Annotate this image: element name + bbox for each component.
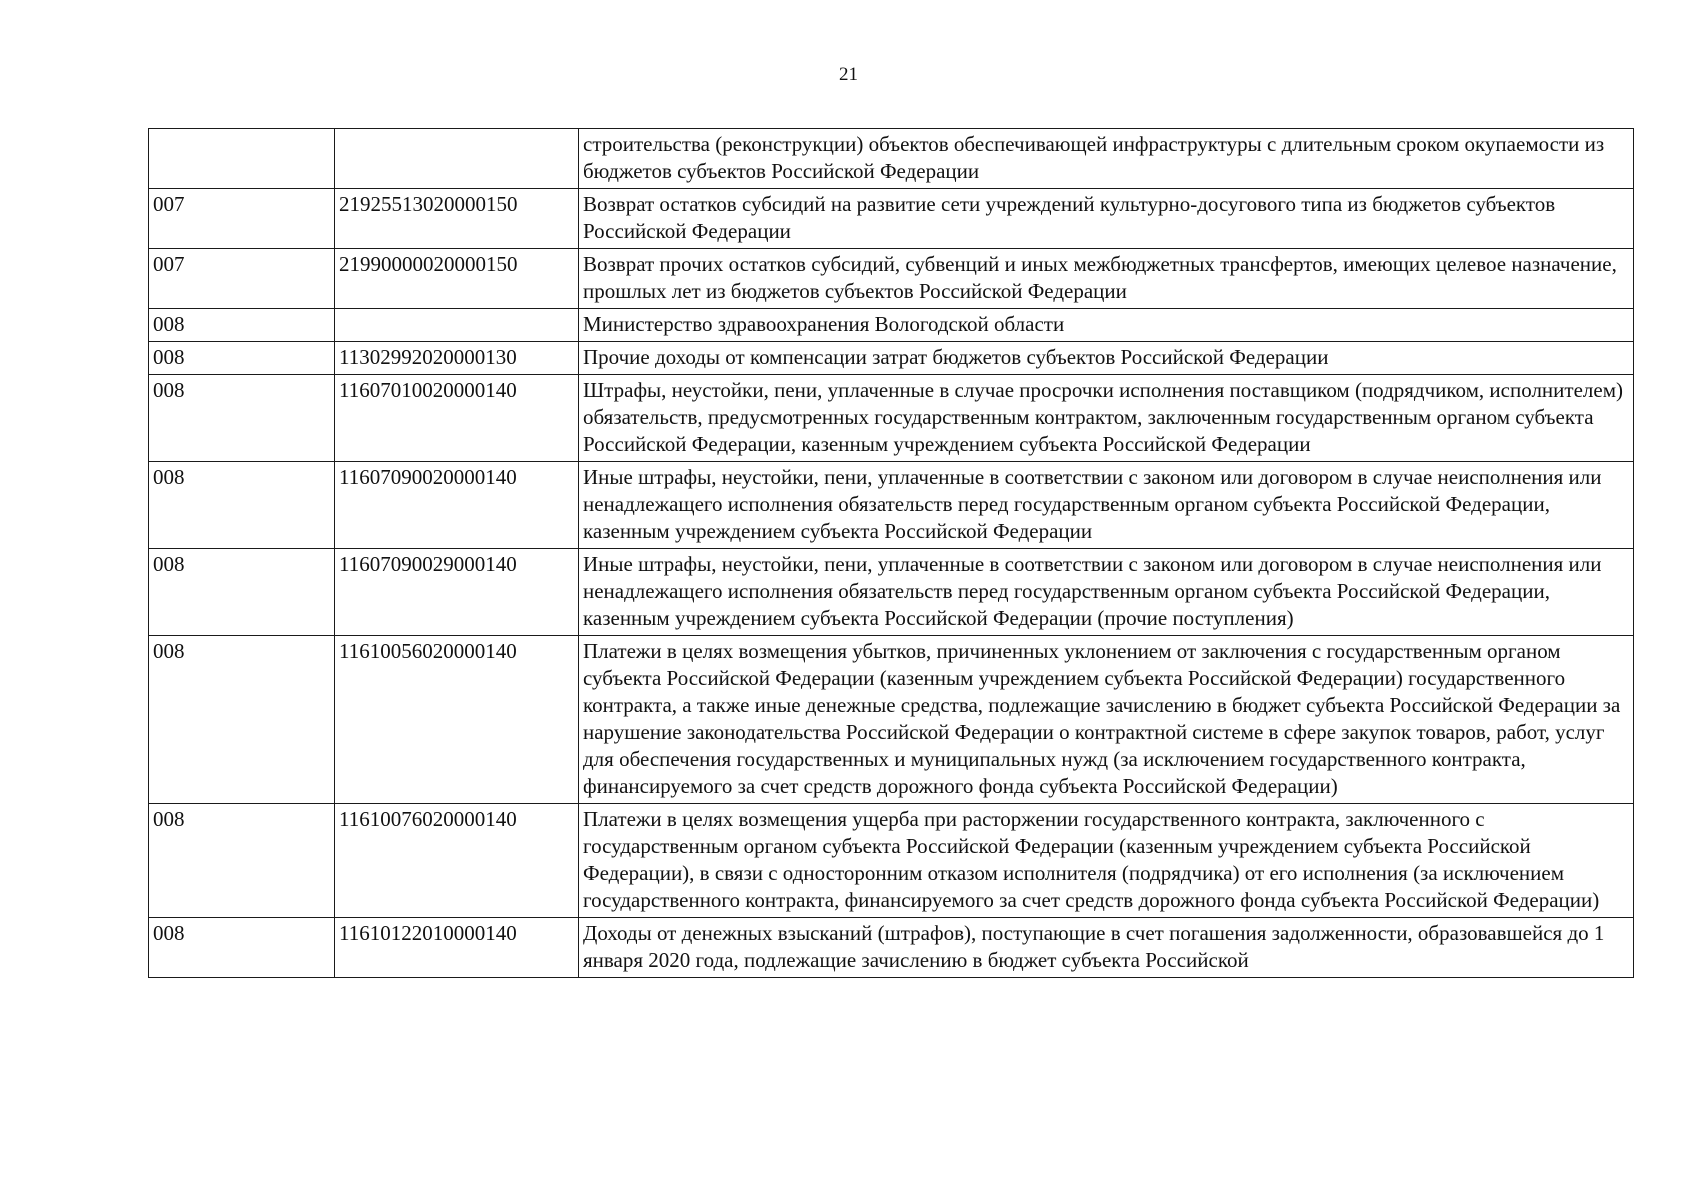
description-cell: Возврат остатков субсидий на развитие сети учреждений культурно-досугового типа из бюджетов субъектов Российской Федерации	[579, 189, 1634, 249]
admin-code-cell: 008	[149, 804, 335, 918]
budget-code-cell: 11610056020000140	[335, 636, 579, 804]
table-row	[149, 249, 1634, 309]
admin-code-cell: 008	[149, 549, 335, 636]
budget-code-cell: 11607010020000140	[335, 375, 579, 462]
budget-code-cell: 11607090020000140	[335, 462, 579, 549]
table-row	[149, 462, 1634, 549]
table-row	[149, 918, 1634, 978]
budget-code-cell: 21925513020000150	[335, 189, 579, 249]
description-cell: Прочие доходы от компенсации затрат бюджетов субъектов Российской Федерации	[579, 342, 1634, 375]
description-cell: Платежи в целях возмещения убытков, причиненных уклонением от заключения с государственным органом субъекта Российской Федерации (казенным учреждением субъекта Российской Федерации) государственного контракта, а также иные денежные средства, подлежащие зачислению в бюджет субъекта Российской Федерации за нарушение законодательства Российской Федерации о контрактной системе в сфере закупок товаров, работ, услуг для обеспечения государственных и муниципальных нужд (за исключением государственного контракта, финансируемого за счет средств дорожного фонда субъекта Российской Федерации)	[579, 636, 1634, 804]
budget-code-cell: 11607090029000140	[335, 549, 579, 636]
table-row	[149, 342, 1634, 375]
table-row	[149, 309, 1634, 342]
admin-code-cell: 008	[149, 375, 335, 462]
table-row	[149, 189, 1634, 249]
description-cell: Возврат прочих остатков субсидий, субвенций и иных межбюджетных трансфертов, имеющих целевое назначение, прошлых лет из бюджетов субъектов Российской Федерации	[579, 249, 1634, 309]
description-cell: Иные штрафы, неустойки, пени, уплаченные в соответствии с законом или договором в случае неисполнения или ненадлежащего исполнения обязательств перед государственным органом субъекта Российской Федерации, казенным учреждением субъекта Российской Федерации	[579, 462, 1634, 549]
page-number: 21	[839, 64, 858, 85]
table-row	[149, 549, 1634, 636]
table-row	[149, 129, 1634, 189]
budget-code-cell: 21990000020000150	[335, 249, 579, 309]
description-cell: Иные штрафы, неустойки, пени, уплаченные в соответствии с законом или договором в случае неисполнения или ненадлежащего исполнения обязательств перед государственным органом субъекта Российской Федерации, казенным учреждением субъекта Российской Федерации (прочие поступления)	[579, 549, 1634, 636]
admin-code-cell: 008	[149, 918, 335, 978]
description-cell: Доходы от денежных взысканий (штрафов), поступающие в счет погашения задолженности, образовавшейся до 1 января 2020 года, подлежащие зачислению в бюджет субъекта Российской	[579, 918, 1634, 978]
admin-code-cell: 008	[149, 462, 335, 549]
description-cell: строительства (реконструкции) объектов обеспечивающей инфраструктуры с длительным сроком окупаемости из бюджетов субъектов Российской Федерации	[579, 129, 1634, 189]
budget-code-cell	[335, 309, 579, 342]
budget-code-cell: 11302992020000130	[335, 342, 579, 375]
admin-code-cell: 008	[149, 342, 335, 375]
admin-code-cell: 008	[149, 309, 335, 342]
admin-code-cell: 007	[149, 189, 335, 249]
budget-code-cell: 11610122010000140	[335, 918, 579, 978]
table-row	[149, 804, 1634, 918]
description-cell: Министерство здравоохранения Вологодской области	[579, 309, 1634, 342]
budget-code-cell	[335, 129, 579, 189]
admin-code-cell	[149, 129, 335, 189]
table-row	[149, 636, 1634, 804]
admin-code-cell: 008	[149, 636, 335, 804]
revenue-codes-table	[148, 128, 1634, 978]
budget-code-cell: 11610076020000140	[335, 804, 579, 918]
description-cell: Штрафы, неустойки, пени, уплаченные в случае просрочки исполнения поставщиком (подрядчиком, исполнителем) обязательств, предусмотренных государственным контрактом, заключенным государственным органом субъекта Российской Федерации, казенным учреждением субъекта Российской Федерации	[579, 375, 1634, 462]
table-row	[149, 375, 1634, 462]
description-cell: Платежи в целях возмещения ущерба при расторжении государственного контракта, заключенного с государственным органом субъекта Российской Федерации (казенным учреждением субъекта Российской Федерации), в связи с односторонним отказом исполнителя (подрядчика) от его исполнения (за исключением государственного контракта, финансируемого за счет средств дорожного фонда субъекта Российской Федерации)	[579, 804, 1634, 918]
admin-code-cell: 007	[149, 249, 335, 309]
